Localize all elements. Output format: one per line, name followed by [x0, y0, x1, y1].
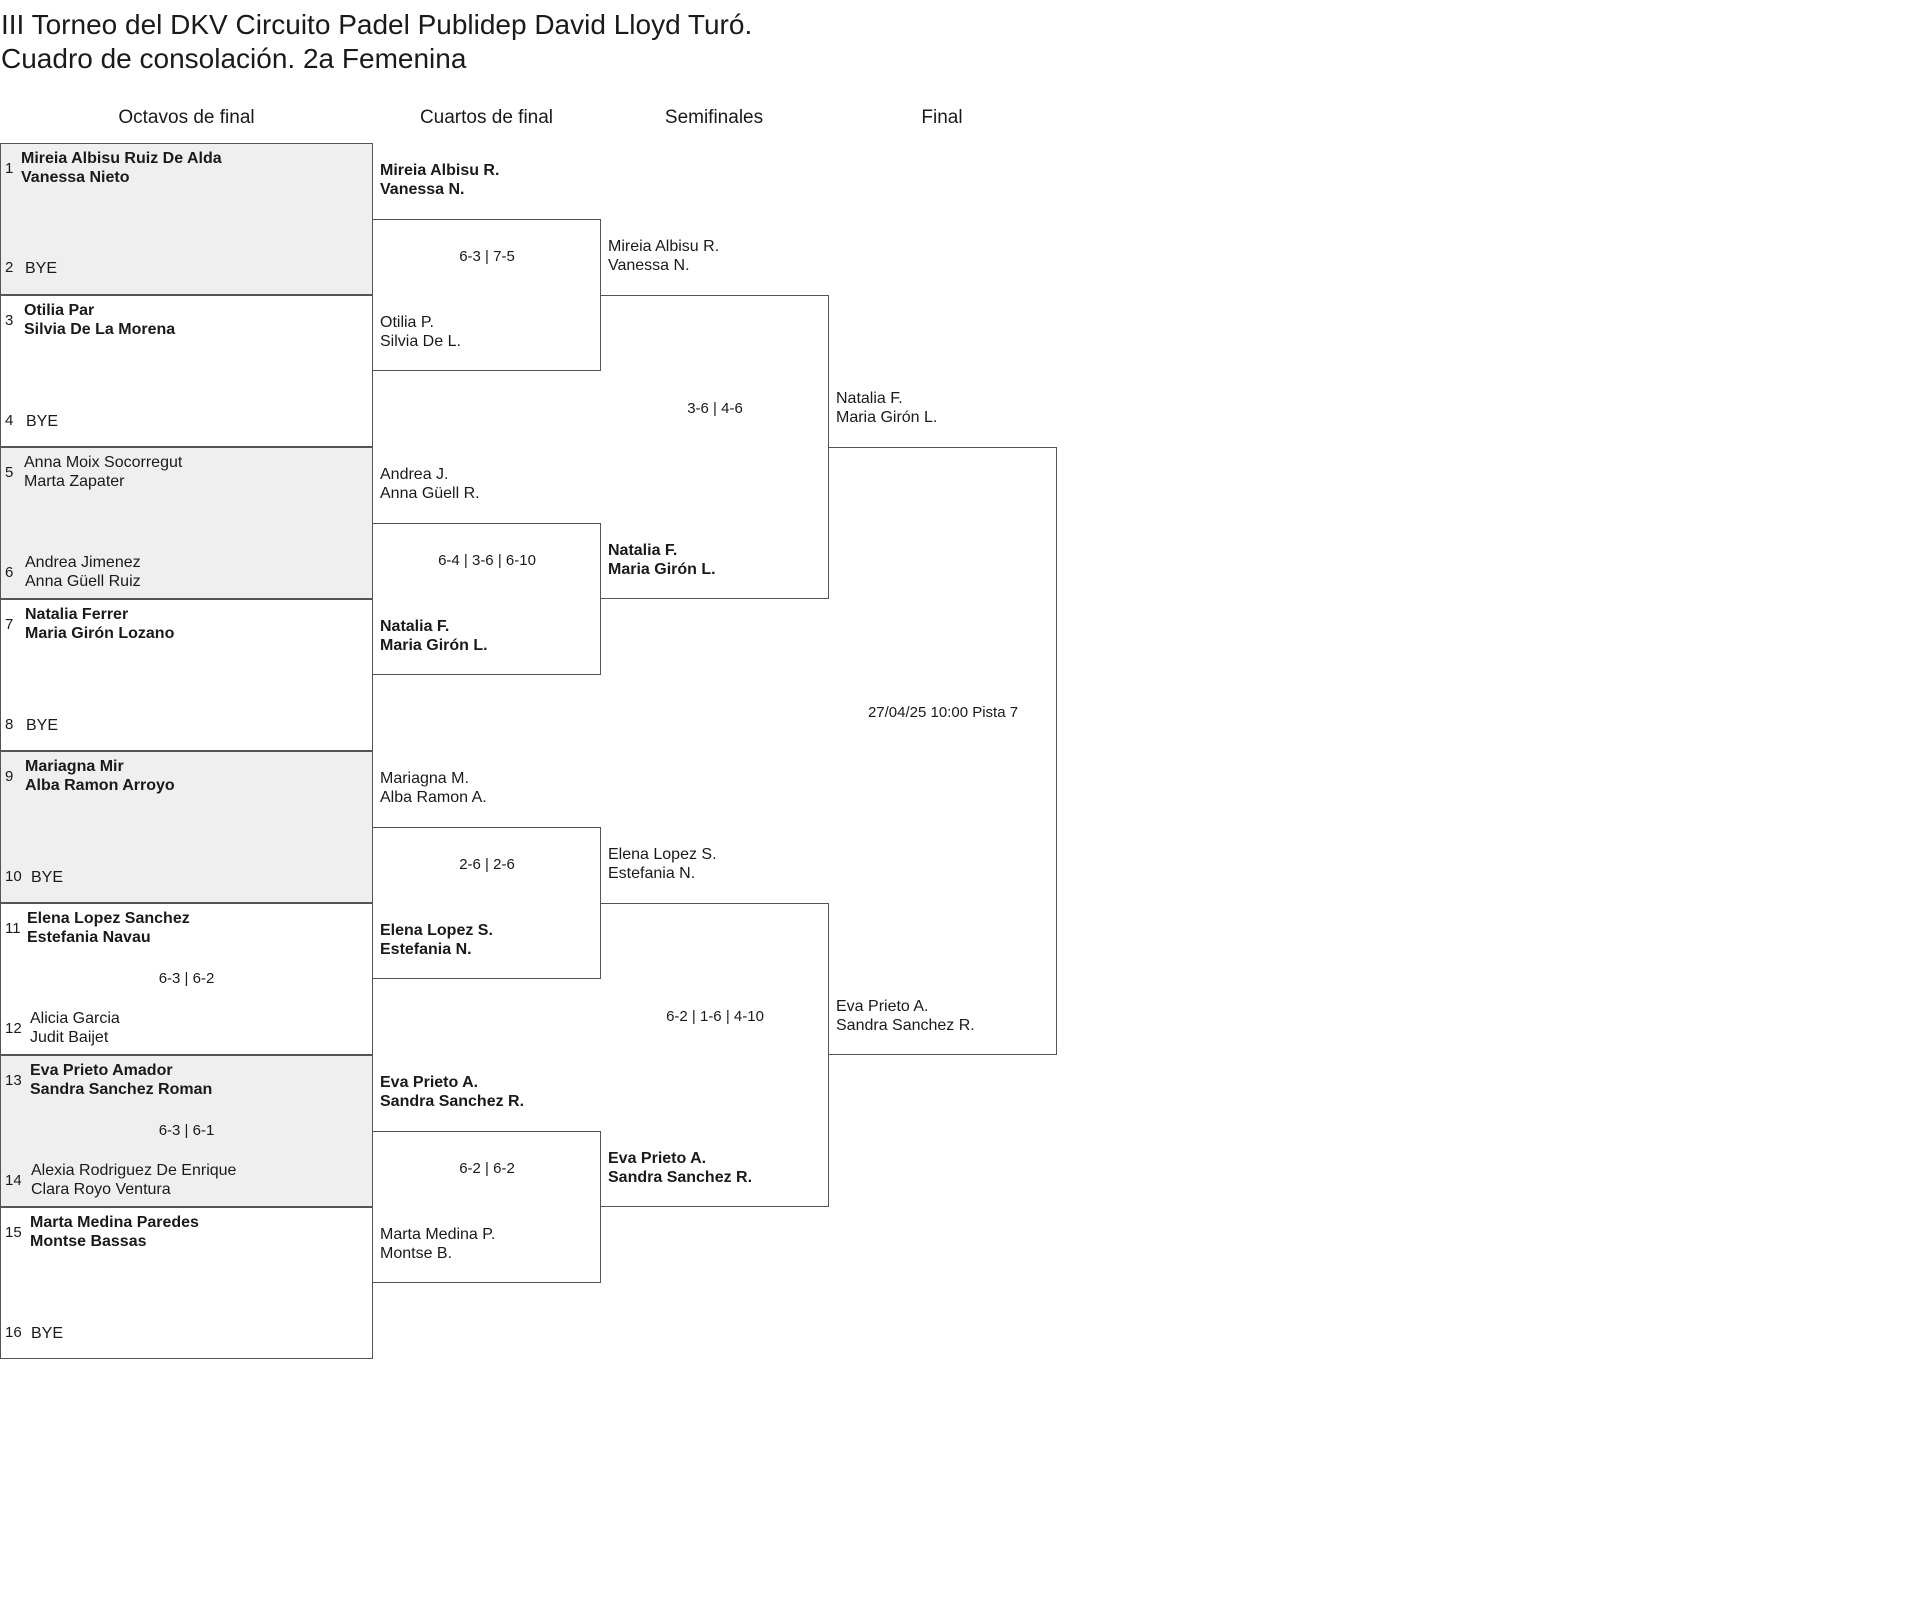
bye-label: BYE [25, 260, 58, 277]
player-name: Alexia Rodriguez De Enrique [31, 1162, 237, 1179]
qf-team [380, 921, 493, 959]
seed-number: 11 [5, 920, 21, 937]
qf-team [380, 161, 499, 199]
player-name: Alba Ramon A. [380, 789, 487, 806]
seed-number: 9 [5, 768, 14, 785]
player-name: Mariagna M. [380, 770, 469, 787]
player-name: Natalia F. [836, 390, 903, 407]
r16-team [31, 1161, 236, 1199]
title-line-1: III Torneo del DKV Circuito Padel Publidep David Lloyd Turó. [1, 9, 753, 40]
sf-team [608, 1149, 752, 1187]
player-name: Sandra Sanchez R. [836, 1017, 975, 1034]
player-name: Eva Prieto Amador [30, 1062, 173, 1079]
player-name: Anna Güell Ruiz [25, 573, 141, 590]
bye-label: BYE [31, 869, 64, 886]
seed-number: 14 [5, 1172, 22, 1189]
match-score: 6-4 | 3-6 | 6-10 [438, 552, 536, 569]
r16-team [27, 909, 190, 947]
match-score: 6-3 | 6-1 [158, 1122, 215, 1139]
seed-number: 4 [5, 412, 14, 429]
bye-label: BYE [26, 717, 59, 734]
player-name: Vanessa N. [380, 181, 465, 198]
final-team [836, 997, 975, 1035]
player-name: Marta Zapater [24, 473, 125, 490]
player-name: Mariagna Mir [25, 758, 124, 775]
r16-team [24, 301, 175, 339]
qf-team [380, 769, 487, 807]
player-name: Sandra Sanchez R. [380, 1093, 525, 1110]
bye-label: BYE [31, 1325, 64, 1342]
player-name: Estefania N. [608, 865, 696, 882]
player-name: Estefania N. [380, 941, 472, 958]
seed-number: 1 [5, 160, 14, 177]
player-name: Sandra Sanchez Roman [30, 1081, 213, 1098]
match-schedule: 27/04/25 10:00 Pista 7 [867, 704, 1019, 721]
r16-team [21, 149, 222, 187]
seed-number: 2 [5, 259, 14, 276]
player-name: Elena Lopez S. [380, 922, 493, 939]
r16-team [25, 605, 174, 643]
sf-team [608, 237, 719, 275]
player-name: Otilia P. [380, 314, 434, 331]
player-name: Silvia De L. [380, 333, 461, 350]
sf-team [608, 541, 716, 579]
player-name: Clara Royo Ventura [31, 1181, 171, 1198]
seed-number: 15 [5, 1224, 22, 1241]
player-name: Andrea Jimenez [25, 554, 141, 571]
player-name: Estefania Navau [27, 929, 151, 946]
seed-number: 10 [5, 868, 22, 885]
player-name: Alicia Garcia [30, 1010, 120, 1027]
r16-team [30, 1009, 120, 1047]
round-header-semis: Semifinales [664, 107, 764, 128]
qf-team [380, 1073, 524, 1111]
seed-number: 16 [5, 1324, 22, 1341]
player-name: Montse Bassas [30, 1233, 147, 1250]
match-score: 2-6 | 2-6 [459, 856, 515, 873]
r16-team [30, 1213, 199, 1251]
player-name: Silvia De La Morena [24, 321, 176, 338]
r16-team [31, 868, 63, 887]
player-name: Eva Prieto A. [836, 998, 929, 1015]
player-name: Maria Girón L. [836, 409, 938, 426]
match-score: 3-6 | 4-6 [687, 400, 743, 417]
player-name: Marta Medina Paredes [30, 1214, 199, 1231]
player-name: Mireia Albisu R. [380, 162, 500, 179]
round-header-cuartos: Cuartos de final [419, 107, 554, 128]
r16-team [24, 453, 182, 491]
seed-number: 7 [5, 616, 14, 633]
match-score: 6-3 | 6-2 [158, 970, 215, 987]
player-name: Sandra Sanchez R. [608, 1169, 753, 1186]
player-name: Vanessa N. [608, 257, 690, 274]
seed-number: 8 [5, 716, 14, 733]
player-name: Montse B. [380, 1245, 453, 1262]
r16-team [30, 1061, 212, 1099]
player-name: Elena Lopez Sanchez [27, 910, 190, 927]
player-name: Maria Girón L. [380, 637, 488, 654]
player-name: Alba Ramon Arroyo [25, 777, 175, 794]
player-name: Vanessa Nieto [21, 169, 130, 186]
seed-number: 5 [5, 464, 14, 481]
page-title [1, 8, 752, 76]
player-name: Judit Baijet [30, 1029, 109, 1046]
player-name: Eva Prieto A. [380, 1074, 479, 1091]
player-name: Natalia F. [380, 618, 450, 635]
player-name: Andrea J. [380, 466, 449, 483]
r16-team [26, 412, 58, 431]
r16-team [31, 1324, 63, 1343]
player-name: Mireia Albisu Ruiz De Alda [21, 150, 222, 167]
player-name: Otilia Par [24, 302, 95, 319]
seed-number: 3 [5, 312, 14, 329]
player-name: Anna Moix Socorregut [24, 454, 183, 471]
match-score: 6-2 | 1-6 | 4-10 [666, 1008, 764, 1025]
player-name: Marta Medina P. [380, 1226, 496, 1243]
final-bracket-connector [829, 447, 1057, 1055]
sf-team [608, 845, 717, 883]
player-name: Natalia F. [608, 542, 678, 559]
r16-team [25, 757, 175, 795]
qf-team [380, 465, 480, 503]
match-score: 6-3 | 7-5 [459, 248, 515, 265]
r16-team [26, 716, 58, 735]
final-team [836, 389, 937, 427]
player-name: Maria Girón Lozano [25, 625, 175, 642]
round-header-final: Final [921, 107, 963, 128]
r16-team [25, 259, 57, 278]
qf-team [380, 617, 488, 655]
round-header-octavos: Octavos de final [118, 107, 255, 128]
seed-number: 6 [5, 564, 14, 581]
seed-number: 12 [5, 1020, 22, 1037]
match-score: 6-2 | 6-2 [459, 1160, 515, 1177]
player-name: Mireia Albisu R. [608, 238, 720, 255]
player-name: Eva Prieto A. [608, 1150, 707, 1167]
bye-label: BYE [26, 413, 59, 430]
player-name: Elena Lopez S. [608, 846, 717, 863]
qf-team [380, 1225, 495, 1263]
player-name: Anna Güell R. [380, 485, 480, 502]
seed-number: 13 [5, 1072, 22, 1089]
player-name: Maria Girón L. [608, 561, 716, 578]
qf-team [380, 313, 461, 351]
title-line-2: Cuadro de consolación. 2a Femenina [1, 43, 467, 74]
r16-team [25, 553, 141, 591]
player-name: Natalia Ferrer [25, 606, 129, 623]
